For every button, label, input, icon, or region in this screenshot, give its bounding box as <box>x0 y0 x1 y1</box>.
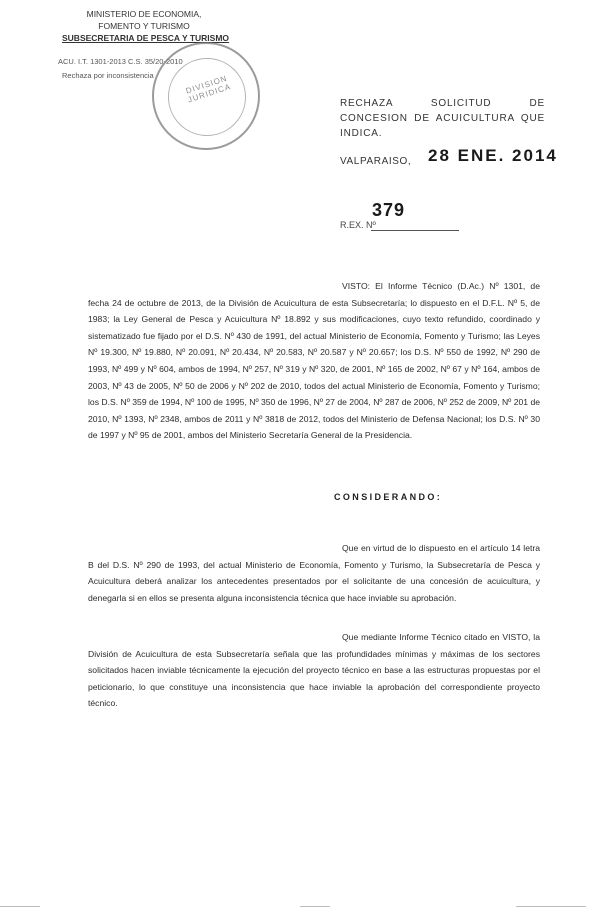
scan-mark-center <box>300 906 330 907</box>
subsecretaria-name: SUBSECRETARIA DE PESCA Y TURISMO <box>62 33 230 43</box>
resolution-number-label: R.EX. Nº <box>340 220 376 230</box>
visto-paragraph: VISTO: El Informe Técnico (D.Ac.) Nº 1301, de fecha 24 de octubre de 2013, de la División de Acuicultura de esta Subsecretaría; lo dispuesto en el D.F.L. Nº 5, de 1983; la Ley General de Pesca y Acuicultura Nº 18.892 y sus modificaciones, cuyo texto refundido, coordinado y sistematizado fue fijado por el D.S. Nº 430 de 1991, del actual Ministerio de Economía, Fomento y Turismo; las Leyes Nº 19.300, Nº 19.880, Nº 20.091, Nº 20.434, Nº 20.583, Nº 20.587 y Nº 20.657; los D.S. Nº 550 de 1992, Nº 290 de 1993, Nº 499 y Nº 604, ambos de 1994, Nº 257, Nº 319 y Nº 320, de 2001, Nº 165 de 2002, Nº 67 y Nº 164, ambos de 2003, Nº 43 de 2005, Nº 50 de 2006 y Nº 202 de 2010, todos del actual Ministerio de Economía, Fomento y Turismo; los D.S. Nº 359 de 1994, Nº 100 de 1995, Nº 350 de 1996, Nº 27 de 2004, Nº 287 de 2006, Nº 252 de 2009, Nº 201 de 2010, Nº 1393, Nº 2348, ambos de 2011 y Nº 3818 de 2012, todos del Ministerio de Defensa Nacional; los D.S. Nº 30 de 1997 y Nº 95 de 2001, ambos del Ministerio Secretaría General de la Presidencia. <box>88 281 540 441</box>
resolution-number-line <box>371 230 459 231</box>
place-label: VALPARAISO, <box>340 156 412 167</box>
resolution-title: RECHAZA SOLICITUD DE CONCESION DE ACUICULTURA QUE INDICA. <box>340 98 545 139</box>
reference-code: ACU. I.T. 1301-2013 C.S. 35/20-2010 <box>58 57 183 66</box>
ministry-name-line2: FOMENTO Y TURISMO <box>98 21 190 31</box>
letterhead <box>62 8 230 44</box>
subject-note: Rechaza por inconsistencia <box>62 71 154 80</box>
official-stamp <box>152 42 260 150</box>
considerando-paragraph-2: Que mediante Informe Técnico citado en VISTO, la División de Acuicultura de esta Subsecretaría señala que las profundidades mínimas y máximas de los sectores solicitados hacen inviable técnicamente la ejecución del proyecto técnico en base a las estructuras propuestas por el peticionario, lo que constituye una inconsistencia que hace inviable la aprobación del correspondiente proyecto técnico. <box>88 632 540 709</box>
considerando-paragraph-1: Que en virtud de lo dispuesto en el artículo 14 letra B del D.S. Nº 290 de 1993, del actual Ministerio de Economía, Fomento y Turismo, la Subsecretaría de Pesca y Acuicultura deberá analizar los antecedentes presentados por el solicitante de una concesión de acuicultura, y denegarla si en ellos se presenta alguna inconsistencia técnica que hace inviable su aprobación. <box>88 543 540 603</box>
resolution-number: 379 <box>372 200 406 220</box>
resolution-date: 28 ENE. 2014 <box>428 146 558 165</box>
stamp-text: DIVISION JURIDICA <box>184 73 233 105</box>
scan-mark-left <box>0 906 40 907</box>
considerando-heading: CONSIDERANDO: <box>334 492 443 502</box>
ministry-name: MINISTERIO DE ECONOMIA, <box>86 9 202 19</box>
scan-mark-right <box>516 906 586 907</box>
